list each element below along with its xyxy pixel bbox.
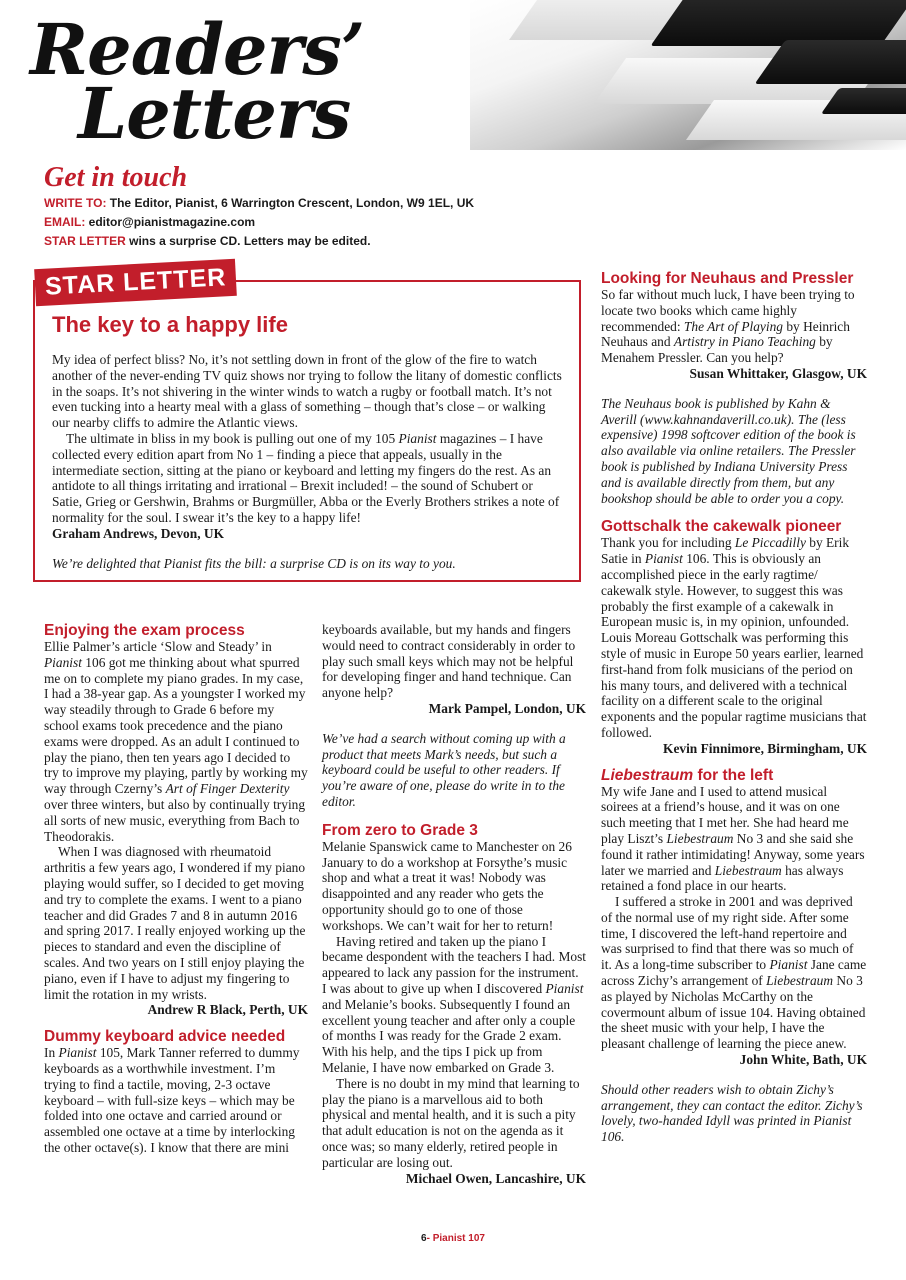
text-run: by Menahem Pressler. Can you help? <box>601 334 833 366</box>
footer-separator: - <box>426 1233 433 1244</box>
text-run: I suffered a stroke in 2001 and was deprived of the normal use of my right side. After some time, I discovered the left-hand repertoire and was surprised to find that there was so much of it. As a long-time subscriber to <box>601 894 854 973</box>
star-letter-note: wins a surprise CD. Letters may be edited. <box>125 234 371 248</box>
grade3-headline: From zero to Grade 3 <box>322 821 478 839</box>
gottschalk-headline: Gottschalk the cakewalk pioneer <box>601 518 842 536</box>
text-run: by Heinrich Neuhaus and <box>601 318 850 350</box>
page-number: 6 <box>421 1233 427 1244</box>
spacer <box>601 1068 867 1082</box>
dummy-editor-reply: We’ve had a search without coming up with a product that meets Mark’s needs, but such a keyboard could be useful to other readers. If you’re aware of one, please do write in to the editor. <box>322 730 566 809</box>
neuhaus-p1 <box>601 287 867 366</box>
text-run-italic: The Art of Playing <box>683 318 783 334</box>
contact-star-letter <box>44 234 604 248</box>
text-run: My wife Jane and I used to attend musical soirees at a friend’s house, and it was on one such meeting that I met her. She had heard me play Liszt’s <box>601 783 849 846</box>
column-left <box>44 622 308 1156</box>
liebestraum-p2 <box>601 894 867 1052</box>
piano-keys-image <box>470 0 906 150</box>
gottschalk-signature: Kevin Finnimore, Birmingham, UK <box>663 740 867 756</box>
text-run: 106 got me thinking about what spurred me on to complete my piano grades. In my case, I had a 38-year gap. As a youngster I worked my way steadily through to Grade 6 before my school exams took precedence and the piano exams were dropped. As an adult I continued to play the piano, then ten years ago I decided to try to improve my playing, partly by working my way through Czerny’s <box>44 654 308 797</box>
text-run: 106. This is obviously an accomplished piece in the early ragtime/ cakewalk style. However, to suggest this was probably the first example of a cakewalk in European music is, in my opinion, unfounded. Louis Moreau Gottschalk was performing this style of music in Europe 50 years earlier, learned first-hand from folk musicians of the period on his many tours, and delivered with a technical facility on a different scale to the original exponents and the popular ragtime musicians that followed. <box>601 551 867 740</box>
footer-magazine: Pianist 107 <box>432 1233 485 1244</box>
text-run-italic: Liebestraum <box>666 830 734 846</box>
grade3-p3: There is no doubt in my mind that learning to play the piano is a marvellous aid to both physical and mental health, and it is such a pity that adult education is not on the agenda as it once was; so many elderly, retired people in particular are losing out. <box>322 1075 580 1170</box>
masthead-line1: Readers’ <box>30 8 365 91</box>
text-run: 105, Mark Tanner referred to dummy keyboards as a worthwhile investment. I’m trying to find a tactile, moving, 2-3 octave keyboard – with full-size keys – which may be folded into one octave and carried around or assembled one octave at a time by interlocking the other octave(s). I know that there are mini <box>44 1045 300 1155</box>
grade3-p1: Melanie Spanswick came to Manchester on 26 January to do a workshop at Forsythe’s music shop and what a treat it was! Nobody was disappointed and any reader who gets the opportunity should go to one of those workshops. We can’t wait for her to return! <box>322 838 572 933</box>
dummy-p2: keyboards available, but my hands and fingers would need to contract considerably in order to play such small keys which may not be helpful for developing finger and hand technique. Can anyone help? <box>322 622 576 701</box>
neuhaus-signature: Susan Whittaker, Glasgow, UK <box>689 365 867 381</box>
spacer <box>601 382 867 396</box>
spacer <box>322 717 586 731</box>
text-run: In <box>44 1045 59 1061</box>
spacer <box>52 542 564 556</box>
grade3-p2 <box>322 934 586 1076</box>
text-run: Having retired and taken up the piano I became despondent with the teachers I had. Most appeared to lack any passion for the instrument. I was about to give up when I discovered <box>322 933 587 996</box>
dummy-signature: Mark Pampel, London, UK <box>428 700 586 716</box>
text-run-italic: Art of Finger Dexterity <box>165 781 290 797</box>
text-run-italic: Pianist <box>398 430 437 446</box>
text-run: Jane came across Zichy’s arrangement of <box>601 957 867 989</box>
liebestraum-headline <box>601 767 867 784</box>
exam-p1 <box>44 639 308 844</box>
text-run-italic: Liebestraum <box>601 766 694 784</box>
star-letter-editor-reply: We’re delighted that Pianist fits the bill: a surprise CD is on its way to you. <box>52 555 456 571</box>
exam-signature: Andrew R Black, Perth, UK <box>147 1002 308 1018</box>
email-address[interactable]: editor@pianistmagazine.com <box>85 215 256 229</box>
grade3-signature: Michael Owen, Lancashire, UK <box>405 1170 586 1186</box>
star-letter-p2 <box>52 431 564 526</box>
write-to-address: The Editor, Pianist, 6 Warrington Crescent, London, W9 1EL, UK <box>106 196 475 210</box>
masthead-line2: Letters <box>78 72 351 155</box>
text-run-italic: Liebestraum <box>766 973 834 989</box>
star-letter-p1: My idea of perfect bliss? No, it’s not settling down in front of the glow of the fire to watch another of the never-ending TV quiz shows nor trying to follow the litany of domestic conflicts in the soaps. It’s not shivering in the winter winds to watch a rugby or football match. It’s not even tucking into a hearty meal with a glass of something – though that’s close – or walking our nearby cliffs to admire the Atlantic views. <box>52 352 562 431</box>
text-run-italic: Pianist <box>44 654 82 670</box>
text-run: No 3 as played by Nicholas McCarthy on the covermount album of issue 104. Having obtained the sheet music with your help, I have the pleasant challenge of learning the piece anew. <box>601 973 866 1052</box>
neuhaus-editor-reply: The Neuhaus book is published by Kahn & Averill (www.kahnandaverill.co.uk). The (less expensive) 1998 softcover edition of the book is also available via online retailers. The Pressler book is published by Indiana University Press and is available directly from them, but any bookshop should be able to order you a copy. <box>601 395 856 506</box>
text-run: by Erik Satie in <box>601 535 850 567</box>
star-letter-body <box>52 352 564 571</box>
column-right <box>601 270 867 1145</box>
exam-headline: Enjoying the exam process <box>44 622 245 639</box>
spacer <box>322 810 586 822</box>
text-run: No 3 and she said she found it rather intimidating! Anyway, some years later we married and <box>601 830 865 878</box>
liebestraum-p1 <box>601 784 867 895</box>
dummy-p1 <box>44 1045 308 1156</box>
text-run-italic: Pianist <box>644 551 683 567</box>
text-run: So far without much luck, I have been trying to locate two books which came highly recommended: <box>601 287 855 334</box>
text-run: and Melanie’s books. Subsequently I found an excellent young teacher and after only a couple of months I was ready for the Grade 2 exam. With his help, and the tips I pick up from Melanie, I have now embarked on Grade 3. <box>322 996 576 1075</box>
text-run: for the left <box>693 766 774 784</box>
text-run-italic: Pianist <box>769 957 808 973</box>
text-run-italic: Le Piccadilly <box>734 535 806 551</box>
email-label: EMAIL: <box>44 215 86 229</box>
text-run: over three winters, but also by continually trying all sorts of new music, everything from Bach to Theodorakis. <box>44 796 306 844</box>
star-letter-signature: Graham Andrews, Devon, UK <box>52 525 224 541</box>
star-letter-label: STAR LETTER <box>44 234 126 248</box>
gottschalk-p1 <box>601 535 867 740</box>
contact-email <box>44 215 604 229</box>
text-run: Thank you for including <box>601 535 735 551</box>
get-in-touch-title: Get in touch <box>44 162 188 193</box>
write-to-label: WRITE TO: <box>44 196 107 210</box>
contact-write-to <box>44 196 604 210</box>
text-run-italic: Pianist <box>545 980 584 996</box>
text-run-italic: Pianist <box>58 1045 97 1061</box>
text-run: magazines – I have collected every edition apart from No 1 – finding a piece that appeals, usually in the intermediate section, sitting at the piano or keyboard and letting my fingers do the rest. As an antidote to all things irritating and irrational – Brexit included! – the sound of Schubert or Satie, Grieg or Gershwin, Brahms or Burgmüller, Abba or the Everly Brothers strikes a note of normality for the soul. I swear it’s the key to a happy life! <box>52 430 560 525</box>
text-run-italic: Liebestraum <box>714 862 782 878</box>
text-run: The ultimate in bliss in my book is pulling out one of my 105 <box>66 430 399 446</box>
spacer <box>601 506 867 518</box>
star-letter-headline: The key to a happy life <box>52 312 288 337</box>
column-middle <box>322 622 586 1186</box>
text-run-italic: Artistry in Piano Teaching <box>673 334 816 350</box>
exam-p2: When I was diagnosed with rheumatoid arthritis a few years ago, I wondered if my piano playing would suffer, so I decided to get moving and try to complete the exams. I went to a piano teacher and did Grades 7 and 8 in autumn 2016 and spring 2017. I really enjoyed working up the pieces to standard and even the discipline of scales. And two years on I still enjoy playing the piano, even if I have to adjust my fingering to limit the rotation in my wrists. <box>44 844 306 1002</box>
page-footer <box>0 1233 906 1244</box>
text-run: has always retained a fond place in our hearts. <box>601 862 844 894</box>
neuhaus-headline: Looking for Neuhaus and Pressler <box>601 270 854 287</box>
text-run: Ellie Palmer’s article ‘Slow and Steady’ in <box>44 639 272 654</box>
star-letter-tab: STAR LETTER <box>34 259 237 306</box>
liebestraum-editor-reply: Should other readers wish to obtain Zichy’s arrangement, they can contact the editor. Zichy’s lovely, two-handed Idyll was printed in Pianist 106. <box>601 1081 863 1145</box>
liebestraum-signature: John White, Bath, UK <box>739 1052 867 1068</box>
spacer <box>601 757 867 767</box>
dummy-headline: Dummy keyboard advice needed <box>44 1028 286 1046</box>
spacer <box>44 1018 308 1028</box>
masthead-title <box>30 8 450 155</box>
